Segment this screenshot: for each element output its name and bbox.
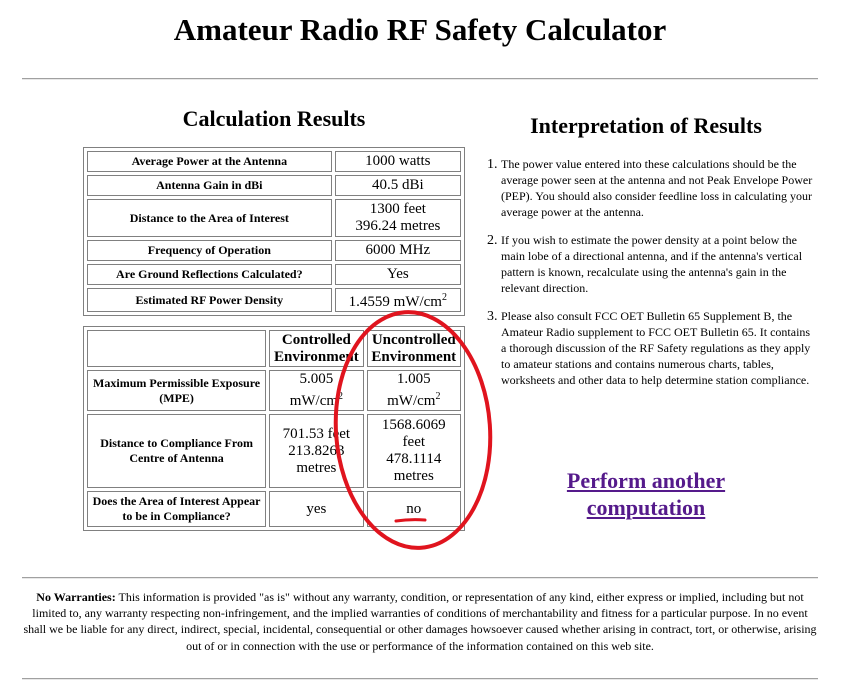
- warranty-label: No Warranties:: [36, 590, 116, 604]
- result-value: [335, 199, 461, 237]
- controlled-environment-header: Controlled Environment: [269, 330, 363, 367]
- in-compliance-uncontrolled: no: [367, 491, 461, 527]
- interpretation-item: 2. If you wish to estimate the power density at a point below the main lobe of a directional antenna, and if the antenna's vertical pattern is known, recalculate using the antenna's gain in the relevant direction.: [501, 232, 817, 296]
- in-compliance-controlled: yes: [269, 491, 363, 527]
- result-row-power: [87, 151, 461, 172]
- result-label: Average Power at the Antenna: [87, 151, 332, 172]
- warranty-notice: [22, 589, 818, 654]
- top-divider: [22, 78, 818, 80]
- bottom-divider-top: [22, 577, 818, 579]
- result-label: Distance to the Area of Interest: [87, 199, 332, 237]
- page-title: Amateur Radio RF Safety Calculator: [173, 12, 667, 47]
- result-row-power-density: [87, 288, 461, 312]
- compliance-header-row: [87, 330, 461, 367]
- result-label: Estimated RF Power Density: [87, 288, 332, 312]
- distance-compliance-row: [87, 414, 461, 488]
- mpe-controlled: 5.005 $mW/cm^2$: [269, 370, 363, 411]
- result-value: 6000 MHz: [335, 240, 461, 261]
- result-value: 40.5 dBi: [335, 175, 461, 196]
- interpretation-heading: Interpretation of Results: [530, 113, 762, 138]
- result-row-ground-reflections: [87, 264, 461, 285]
- result-label: Antenna Gain in dBi: [87, 175, 332, 196]
- in-compliance-row: [87, 491, 461, 527]
- result-label: Frequency of Operation: [87, 240, 332, 261]
- warranty-text: This information is provided "as is" without any warranty, condition, or representation of any kind, either express or implied, including but not limited to, any warranty respecting non-infringement, and the implied warranties of conditions of merchantability and fitness for a particular purpose. In no event shall we be liable for any direct, indirect, special, incidental, consequential or other damages howsoever caused whether arising in contract, tort, or otherwise, arising out of or in connection with the use or performance of the information contained on this web site.: [23, 590, 817, 653]
- perform-another-computation-link[interactable]: Perform another computation: [566, 468, 726, 520]
- result-row-distance: [87, 199, 461, 237]
- result-label: Are Ground Reflections Calculated?: [87, 264, 332, 285]
- mpe-label: Maximum Permissible Exposure (MPE): [87, 370, 266, 411]
- bottom-divider: [22, 678, 818, 680]
- result-value: 1.4559 $mW/cm^2$: [335, 288, 461, 312]
- distance-uncontrolled: 1568.6069 feet 478.1114 metres: [367, 414, 461, 488]
- distance-compliance-label: Distance to Compliance From Centre of Antenna: [87, 414, 266, 488]
- uncontrolled-environment-header: Uncontrolled Environment: [367, 330, 461, 367]
- interpretation-list: [478, 156, 817, 400]
- in-compliance-label: Does the Area of Interest Appear to be in Compliance?: [87, 491, 266, 527]
- distance-feet: 1300 feet: [369, 201, 426, 217]
- mpe-uncontrolled: 1.005 $mW/cm^2$: [367, 370, 461, 411]
- distance-controlled: 701.53 feet 213.8263 metres: [269, 414, 363, 488]
- distance-metres: 396.24 metres: [355, 218, 441, 234]
- mpe-row: [87, 370, 461, 411]
- result-row-frequency: [87, 240, 461, 261]
- empty-header-cell: [87, 330, 266, 367]
- result-value: Yes: [335, 264, 461, 285]
- calculation-results-table: [83, 147, 465, 316]
- result-value: 1000 watts: [335, 151, 461, 172]
- interpretation-item: 3. Please also consult FCC OET Bulletin 65 Supplement B, the Amateur Radio supplement to FCC OET Bulletin 65. It contains a thorough discussion of the RF Safety regulations as they apply to amateur stations and contains numerous charts, tables, worksheets and other data to help determine station compliance.: [501, 308, 817, 388]
- interpretation-item: 1. The power value entered into these calculations should be the average power seen at the antenna and not Peak Envelope Power (PEP). You should also consider feedline loss in calculating your average power at the antenna.: [501, 156, 817, 220]
- calculation-results-heading: Calculation Results: [182, 106, 366, 131]
- compliance-table: [83, 326, 465, 531]
- result-row-gain: [87, 175, 461, 196]
